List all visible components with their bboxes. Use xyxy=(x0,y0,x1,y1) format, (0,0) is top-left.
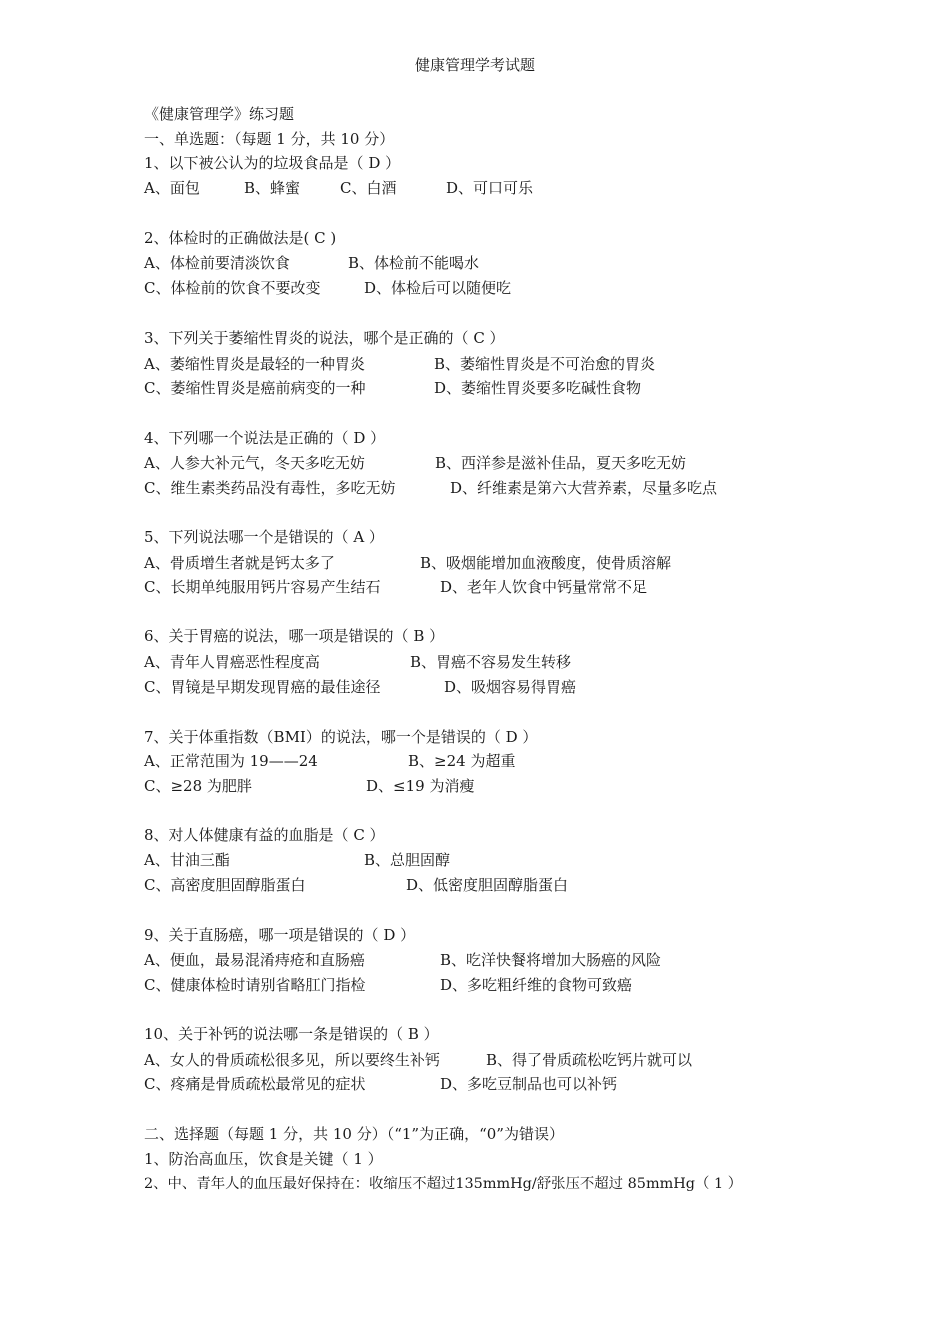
document-title: 健康管理学考试题 xyxy=(414,56,535,74)
section2-heading: 二、选择题（每题 1 分，共 10 分）（“1”为正确，“0”为错误） xyxy=(144,1125,564,1143)
q8-option-d: D、低密度胆固醇脂蛋白 xyxy=(406,876,569,894)
q9-option-c: C、健康体检时请别省略肛门指检 xyxy=(144,976,366,994)
q10-option-c: C、疼痛是骨质疏松最常见的症状 xyxy=(144,1075,366,1093)
q4-options-row1 xyxy=(144,453,844,473)
q2-options-row2 xyxy=(144,278,844,298)
q1-option-d: D、可口可乐 xyxy=(446,179,534,197)
q8-options-row1 xyxy=(144,850,844,870)
q10-options-row1 xyxy=(144,1050,844,1070)
q10-option-d: D、多吃豆制品也可以补钙 xyxy=(440,1075,618,1093)
q2-stem: 2、体检时的正确做法是( C ) xyxy=(144,229,337,247)
q8-option-c: C、高密度胆固醇脂蛋白 xyxy=(144,876,306,894)
q9-option-d: D、多吃粗纤维的食物可致癌 xyxy=(440,976,633,994)
q5-option-c: C、长期单纯服用钙片容易产生结石 xyxy=(144,578,381,596)
q5-options-row1 xyxy=(144,553,844,573)
q7-option-d: D、≤19 为消瘦 xyxy=(366,777,475,795)
q8-option-b: B、总胆固醇 xyxy=(364,851,451,869)
q9-option-a: A、便血，最易混淆痔疮和直肠癌 xyxy=(144,951,365,969)
q4-options-row2 xyxy=(144,478,844,498)
q5-option-a: A、骨质增生者就是钙太多了 xyxy=(144,554,335,572)
q3-option-a: A、萎缩性胃炎是最轻的一种胃炎 xyxy=(144,355,365,373)
q5-options-row2 xyxy=(144,577,844,597)
q1-options xyxy=(144,178,844,198)
q3-option-b: B、萎缩性胃炎是不可治愈的胃炎 xyxy=(434,355,656,373)
q4-stem: 4、下列哪一个说法是正确的（ D ） xyxy=(144,429,386,447)
q3-options-row2 xyxy=(144,378,844,398)
q7-stem: 7、关于体重指数（BMI）的说法，哪一个是错误的（ D ） xyxy=(144,728,538,746)
q7-option-a: A、正常范围为 19——24 xyxy=(144,752,318,770)
q1-option-b: B、蜂蜜 xyxy=(244,179,301,197)
q4-option-d: D、纤维素是第六大营养素，尽量多吃点 xyxy=(450,479,718,497)
q10-option-a: A、女人的骨质疏松很多见，所以要终生补钙 xyxy=(144,1051,440,1069)
q10-options-row2 xyxy=(144,1074,844,1094)
q1-option-c: C、白酒 xyxy=(340,179,397,197)
q2-option-b: B、体检前不能喝水 xyxy=(348,254,480,272)
q6-option-a: A、青年人胃癌恶性程度高 xyxy=(144,653,320,671)
q3-option-d: D、萎缩性胃炎要多吃碱性食物 xyxy=(434,379,642,397)
q1-option-a: A、面包 xyxy=(144,179,200,197)
q10-stem: 10、关于补钙的说法哪一条是错误的（ B ） xyxy=(144,1025,439,1043)
q7-option-c: C、≥28 为肥胖 xyxy=(144,777,252,795)
q4-option-b: B、西洋参是滋补佳品，夏天多吃无妨 xyxy=(435,454,687,472)
q9-options-row2 xyxy=(144,975,844,995)
q8-options-row2 xyxy=(144,875,844,895)
q4-option-c: C、维生素类药品没有毒性，多吃无妨 xyxy=(144,479,396,497)
q5-stem: 5、下列说法哪一个是错误的（ A ） xyxy=(144,528,384,546)
q3-stem: 3、下列关于萎缩性胃炎的说法，哪个是正确的（ C ） xyxy=(144,329,505,347)
q8-stem: 8、对人体健康有益的血脂是（ C ） xyxy=(144,826,385,844)
q2-option-c: C、体检前的饮食不要改变 xyxy=(144,279,321,297)
q9-option-b: B、吃洋快餐将增加大肠癌的风险 xyxy=(440,951,662,969)
q9-stem: 9、关于直肠癌，哪一项是错误的（ D ） xyxy=(144,926,416,944)
q7-option-b: B、≥24 为超重 xyxy=(408,752,516,770)
q7-options-row2 xyxy=(144,776,844,796)
q4-option-a: A、人参大补元气，冬天多吃无妨 xyxy=(144,454,365,472)
q6-options-row2 xyxy=(144,677,844,697)
q3-options-row1 xyxy=(144,354,844,374)
q8-option-a: A、甘油三酯 xyxy=(144,851,230,869)
s2-q2: 2、中、青年人的血压最好保持在：收缩压不超过135mmHg/舒张压不超过 85mmHg（ 1 ） xyxy=(144,1176,743,1192)
subtitle: 《健康管理学》练习题 xyxy=(144,105,295,123)
q2-option-d: D、体检后可以随便吃 xyxy=(364,279,512,297)
q6-options-row1 xyxy=(144,652,844,672)
q6-option-c: C、胃镜是早期发现胃癌的最佳途径 xyxy=(144,678,381,696)
q10-option-b: B、得了骨质疏松吃钙片就可以 xyxy=(486,1051,693,1069)
q9-options-row1 xyxy=(144,950,844,970)
q5-option-b: B、吸烟能增加血液酸度，使骨质溶解 xyxy=(420,554,672,572)
q7-options-row1 xyxy=(144,751,844,771)
s2-q1: 1、防治高血压，饮食是关键（ 1 ） xyxy=(144,1150,383,1168)
q6-option-b: B、胃癌不容易发生转移 xyxy=(410,653,572,671)
q5-option-d: D、老年人饮食中钙量常常不足 xyxy=(440,578,648,596)
q2-options-row1 xyxy=(144,253,844,273)
q6-option-d: D、吸烟容易得胃癌 xyxy=(444,678,577,696)
q2-option-a: A、体检前要清淡饮食 xyxy=(144,254,290,272)
q6-stem: 6、关于胃癌的说法，哪一项是错误的（ B ） xyxy=(144,627,445,645)
section1-heading: 一、单选题：（每题 1 分，共 10 分） xyxy=(144,130,395,148)
q3-option-c: C、萎缩性胃炎是癌前病变的一种 xyxy=(144,379,366,397)
q1-stem: 1、以下被公认为的垃圾食品是（ D ） xyxy=(144,154,401,172)
